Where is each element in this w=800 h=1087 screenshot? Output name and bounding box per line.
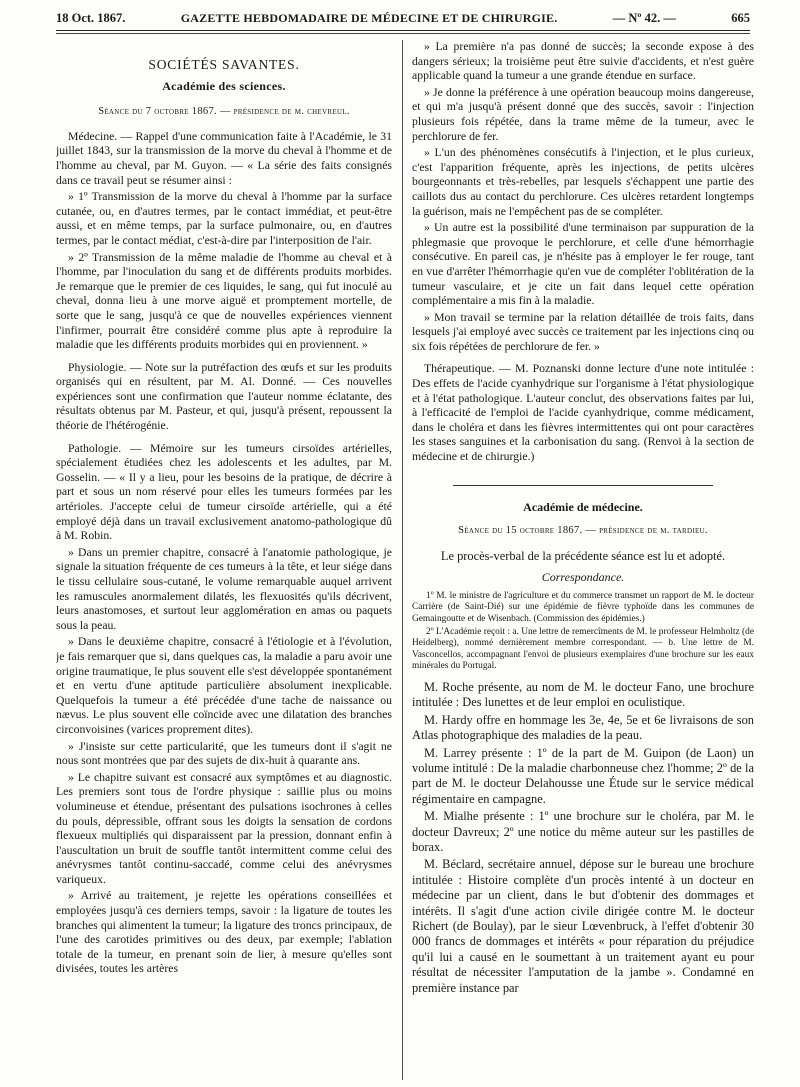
paragraph: M. Larrey présente : 1º de la part de M. Guipon (de Laon) un volume intitulé : De la maladie charbonneuse chez l'homme; 2º de la part de M. le docteur Delahousse une Étude sur le service médical régimentaire en campagne. [412, 745, 754, 806]
header-issue-number: — Nº 42. — [612, 10, 676, 25]
paragraph: » Dans un premier chapitre, consacré à l'anatomie pathologique, je signale la situation fréquente de ces tumeurs à la tête, et leur siége dans le tissu cellulaire sous-cutané, le volume remarquable auquel arrivent les ramuscules anormalement dilatés, les flexuosités qu'ils décrivent, leurs anastomoses, et surtout leur agglomération en amas ou paquets sous la peau. [56, 545, 392, 632]
seance-line: Séance du 15 octobre 1867. — présidence de m. tardieu. [458, 525, 708, 537]
paragraph: M. Béclard, secrétaire annuel, dépose sur le bureau une brochure intitulée : Histoire complète d'un procès intenté à un docteur en médecine par un client, dans le but d'obtenir des dommages et intérêts. Il s'agit d'une action civile dirigée contre M. le docteur Richert (de Boulay), par le sieur Lœvenbruck, à l'effet d'obtenir 30 000 francs de dommages et intérêts « pour réparation du préjudice qu'il lui a causé en le soumettant à un traitement ayant eu pour résultat de nécessiter l'amputation de la jambe ». Condamné en première instance par [412, 857, 754, 995]
correspondance-heading: Correspondance. [541, 570, 625, 585]
column-separator [402, 40, 403, 1080]
paragraph: » Mon travail se termine par la relation détaillée de trois faits, dans lesquels j'ai employé avec succès ce traitement par les injections cinq ou six fois répétées de perchlorure de fer. » [412, 310, 754, 353]
paragraph: » J'insiste sur cette particularité, que les tumeurs dont il s'agit ne nous sont montrées que par des sujets de dix-huit à quarante ans. [56, 739, 392, 768]
header-rule [56, 30, 750, 31]
header-date: 18 Oct. 1867. [56, 10, 126, 25]
paragraph: Physiologie. — Note sur la putréfaction des œufs et sur les produits organisés qui en résultent, par M. Al. Donné. — Ces nouvelles expériences sont une confirmation que l'auteur nomme éclatante, des résultats obtenus par M. Pasteur, et qui, jusqu'à présent, repoussent la théorie de l'hétérogénie. [56, 360, 392, 433]
paragraph: » Le chapitre suivant est consacré aux symptômes et au diagnostic. Les premiers sont tous de l'ordre physique : saillie plus ou moins volumineuse et étendue, présentant des pulsations isochrones à celles du pouls, dépressible, offrant sous les doigts la sensation de cordons flexueux multipliés qui disparaissent par la pression, donnant enfin à l'auscultation un bruit de souffle tantôt intermittent comme celui des anévrysmes tantôt continu-saccadé, comme celui des anévrysmes variqueux. [56, 770, 392, 886]
correspondance-block [412, 591, 754, 673]
header-rule-thin [56, 33, 750, 34]
running-header [56, 6, 750, 30]
paragraph: Médecine. — Rappel d'une communication faite à l'Académie, le 31 juillet 1843, sur la transmission de la morve du cheval à l'homme et de l'homme au cheval, par M. Guyon. — « La série des faits consignés dans ce travail peut se résumer ainsi : [56, 129, 392, 187]
paragraph: Thérapeutique. — M. Poznanski donne lecture d'une note intitulée : Des effets de l'acide cyanhydrique sur l'organisme à l'état physiologique et à l'état pathologique. L'auteur conclut, des observations faites par lui, à l'efficacité de l'emploi de l'acide cyanhydrique, comme médicament, dans le choléra et dans les fièvres intermittentes qui ont pour caractères les stases sanguines et la carbonisation du sang. (Renvoi à la section de médecine et de chirurgie.) [412, 362, 754, 464]
paragraph: » Je donne la préférence à une opération beaucoup moins dangereuse, et qui m'a jusqu'à présent donné que des succès, savoir : l'injection plusieurs fois répétée, dans la trame même de la tumeur, avec le perchlorure de fer. [412, 85, 754, 143]
seance-line: Séance du 7 octobre 1867. — présidence de m. chevreul. [98, 106, 350, 118]
section-title: SOCIÉTÉS SAVANTES. [148, 57, 300, 72]
correspondance-item: 1º M. le ministre de l'agriculture et du commerce transmet un rapport de M. le docteur Carrière (de Saint-Dié) sur une épidémie de fièvre typhoïde dans les communes de Gemaingoutte et de Wisenbach. (Commission des épidémies.) [412, 590, 754, 624]
academy-medicine-heading: Académie de médecine. [523, 499, 643, 514]
paragraph: » 1º Transmission de la morve du cheval à l'homme par la surface cutanée, ou, en d'autres termes, par le contact immédiat, et peut-être aussi, et en même temps, par la surface pulmonaire, ou, en d'autres termes, par le contact médiat, c'est-à-dire par l'interposition de l'air. [56, 190, 392, 247]
section-divider [453, 485, 713, 486]
academy-sciences-heading: Académie des sciences. [162, 78, 286, 93]
right-column [412, 40, 754, 1080]
paragraph: M. Mialhe présente : 1º une brochure sur le choléra, par M. le docteur Davreux; 2º une notice du même auteur sur les pastilles de borax. [412, 809, 754, 855]
correspondance-item: 2º L'Académie reçoit : a. Une lettre de remercîments de M. le professeur Helmholtz (de Heidelberg), nommé dernièrement membre correspondant. — b. Une lettre de M. Vasconcellos, accompagnant l'envoi de plusieurs exemplaires d'une brochure sur les eaux minérales du Portugal. [412, 626, 754, 672]
paragraph: » La première n'a pas donné de succès; la seconde expose à des dangers sérieux; la troisième peut être suivie d'accidents, et n'est guère applicable quand la tumeur a une grande étendue en surface. [412, 40, 754, 83]
paragraph: » Dans le deuxième chapitre, consacré à l'étiologie et à l'évolution, je fais remarquer que si, dans quelques cas, la maladie a paru avoir une origine traumatique, le plus souvent elle s'est développée spontanément et en vertu d'une aptitude particulière absolument inexplicable. Quelquefois la tumeur a été précédée d'une tache de naissance ou nævus. Le plus souvent elle coïncide avec une dilatation des branches circonvoisines (varices proprement dites). [56, 635, 392, 736]
paragraph: » 2º Transmission de la même maladie de l'homme au cheval et à l'homme, par l'inoculation du sang et de différents produits morbides. Je remarque que le premier de ces liquides, le sang, qui fut inoculé au cheval, donna lieu à une morve aiguë et promptement mortelle, de sorte que le sang, jusqu'à ce que de nouvelles expériences viennent l'infirmer, pourrait être considéré comme plus apte à reproduire la maladie que les différents produits morbides qui en proviennent. » [56, 250, 392, 352]
paragraph: Pathologie. — Mémoire sur les tumeurs cirsoïdes artérielles, spécialement étudiées chez les adolescents et les adultes, par M. Gosselin. — « Il y a lieu, pour les besoins de la pratique, de décrire à part et sous un nom réservé pour elles les tumeurs formées par les artérioles. J'accepte celui de tumeur cirsoïde artérielle, qui a été employé déjà dans un travail exclusivement anatomo-pathologique dû à M. Robin. [56, 441, 392, 543]
left-column [56, 40, 392, 1080]
header-page-number: 665 [731, 10, 750, 25]
paragraph: » Arrivé au traitement, je rejette les opérations conseillées et employées jusqu'à ces derniers temps, savoir : la ligature de toutes les branches qui alimentent la tumeur; la ligature des troncs principaux, de l'une des carotides primitives ou des deux, par exemple; l'ablation totale de la tumeur, en prenant soin de lier, à mesure qu'elles sont divisées, toutes les artères [56, 889, 392, 976]
paragraph: » L'un des phénomènes consécutifs à l'injection, et le plus curieux, c'est l'apparition fréquente, après les injections, de petits ulcères bourgeonnants et très-rebelles, par lesquels s'échappent une partie des caillots dus au contact du perchlorure. Ces ulcères retardent longtemps la guérison, mais ne l'empêchent pas de se compléter. [412, 146, 754, 218]
paragraph: M. Roche présente, au nom de M. le docteur Fano, une brochure intitulée : Des lunettes et de leur emploi en oculistique. [412, 679, 754, 710]
paragraph: M. Hardy offre en hommage les 3e, 4e, 5e et 6e livraisons de son Atlas photographique des maladies de la peau. [412, 712, 754, 743]
paragraph: » Un autre est la possibilité d'une terminaison par suppuration de la phlegmasie que provoque le perchlorure, et celle d'une hémorrhagie consécutive. En pareil cas, je n'hésite pas à employer le fer rouge, tant en vue d'arrêter l'hémorrhagie qu'en vue de compléter l'oblitération de la tumeur vasculaire, et je cite un fait dans lequel cette opération complémentaire a mis fin à la maladie. [412, 221, 754, 308]
header-journal-title: GAZETTE HEBDOMADAIRE DE MÉDECINE ET DE CHIRURGIE. [180, 10, 558, 25]
presentations-block [412, 680, 754, 996]
proces-verbal-line: Le procès-verbal de la précédente séance est lu et adopté. [440, 548, 726, 563]
